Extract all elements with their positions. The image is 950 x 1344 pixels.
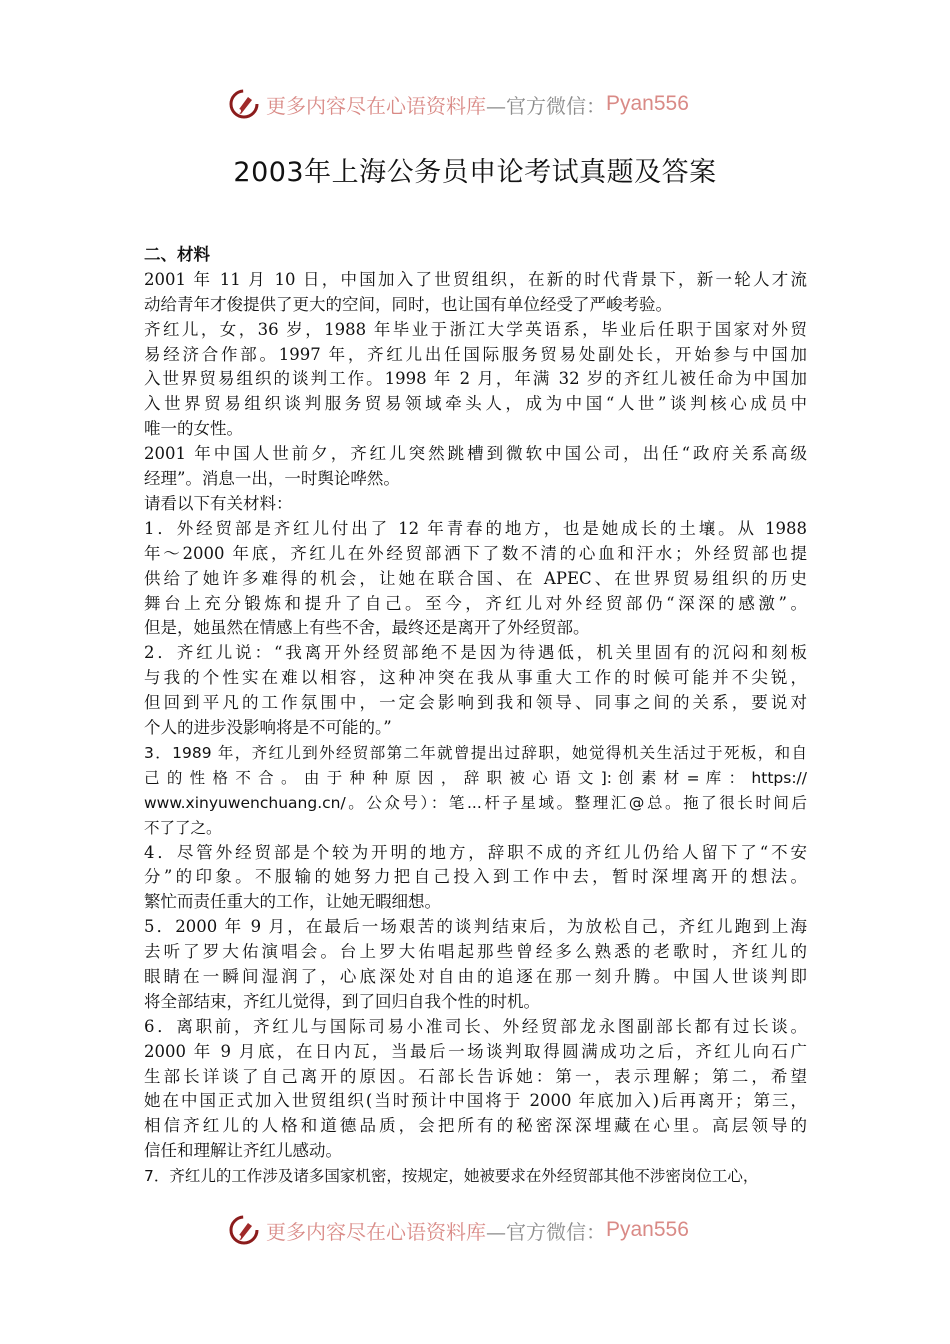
paragraph [144, 492, 807, 517]
document-title: 2003年上海公务员申论考试真题及答案 [233, 157, 717, 188]
paragraph [144, 1015, 807, 1164]
text-line: 生部长详谈了自己离开的原因。石部长告诉她：第一，表示理解；第二，希望 [144, 1066, 807, 1086]
paragraph [144, 268, 807, 318]
text-line: 3．1989 年，齐红儿到外经贸部第二年就曾提出过辞职，她觉得机关生活过于死板，和自 [144, 743, 807, 762]
watermark-text: 更多内容尽在心语资料库 [266, 1219, 486, 1244]
pen-nib-logo-icon [228, 88, 260, 120]
text-line: 但回到平凡的工作氛围中，一定会影响到我和领导、同事之间的关系，要说对 [144, 693, 807, 713]
text-line: www.xinyuwenchuang.cn/。公众号）：笔...杆子星域。整理汇@总。拖了很长时间后 [144, 793, 807, 812]
text-line: 7．齐红儿的工作涉及诸多国家机密，按规定，她被要求在外经贸部其他不涉密岗位工心， [144, 1167, 759, 1186]
paragraph [144, 841, 807, 916]
text-line: 供给了她许多难得的机会，让她在联合国、在 APEC、在世界贸易组织的历史 [144, 568, 807, 588]
text-line: 4．尽管外经贸部是个较为开明的地方，辞职不成的齐红儿仍给人留下了“不安 [144, 842, 807, 862]
section-heading: 二、材料 [144, 245, 210, 264]
text-line: 与我的个性实在难以相容，这种冲突在我从事重大工作的时候可能并不尖锐， [144, 668, 807, 688]
text-line: 但是，她虽然在情感上有些不舍，最终还是离开了外经贸部。 [144, 618, 590, 638]
document-body [144, 243, 807, 1189]
text-line: 唯一的女性。 [144, 419, 243, 439]
text-line: 眼睛在一瞬间湿润了，心底深处对自由的追逐在那一刻升腾。中国人世谈判即 [144, 966, 807, 986]
text-line: 请看以下有关材料： [144, 493, 293, 513]
watermark-wechat-label: —官方微信： [486, 1219, 606, 1244]
text-line: 2．齐红儿说：“我离开外经贸部绝不是因为待遇低，机关里固有的沉闷和刻板 [144, 643, 807, 663]
text-line: 分”的印象。不服输的她努力把自己投入到工作中去，暂时深埋离开的想法。 [144, 867, 807, 887]
text-line: 6．离职前，齐红儿与国际司易小准司长、外经贸部龙永图副部长都有过长谈。 [144, 1016, 807, 1036]
text-line: 2001 年 11 月 10 日，中国加入了世贸组织，在新的时代背景下，新一轮人才流 [144, 269, 807, 289]
text-line: 信任和理解让齐红儿感动。 [144, 1141, 342, 1161]
paragraph [144, 517, 807, 641]
text-line: 去听了罗大佑演唱会。台上罗大佑唱起那些曾经多么熟悉的老歌时，齐红儿的 [144, 942, 807, 962]
paragraph [144, 442, 807, 492]
text-line: 个人的进步没影响将是不可能的。” [144, 718, 392, 738]
text-line: 舞台上充分锻炼和提升了自己。至今，齐红儿对外经贸部仍“深深的感激”。 [144, 593, 807, 613]
text-line: 1．外经贸部是齐红儿付出了 12 年青春的地方，也是她成长的土壤。从 1988 [144, 518, 807, 538]
watermark-text: 更多内容尽在心语资料库 [266, 93, 486, 118]
text-line: 齐红儿，女，36 岁，1988 年毕业于浙江大学英语系，毕业后任职于国家对外贸 [144, 319, 807, 339]
text-line: 将全部结束，齐红儿觉得，到了回归自我个性的时机。 [144, 991, 540, 1011]
header-watermark [228, 86, 689, 122]
watermark-wechat-id: Pyan556 [606, 92, 689, 115]
text-line: 繁忙而责任重大的工作，让她无暇细想。 [144, 892, 441, 912]
watermark-wechat-label: —官方微信： [486, 93, 606, 118]
text-line: 年～2000 年底，齐红儿在外经贸部洒下了数不清的心血和汗水；外经贸部也提 [144, 543, 807, 563]
text-line: 2000 年 9 月底，在日内瓦，当最后一场谈判取得圆满成功之后，齐红儿向石广 [144, 1041, 807, 1061]
text-line: 不了了之。 [144, 818, 222, 837]
paragraph [144, 318, 807, 442]
watermark-wechat-id: Pyan556 [606, 1218, 689, 1241]
text-line: 她在中国正式加入世贸组织(当时预计中国将于 2000 年底加入)后再离开；第三， [144, 1091, 807, 1111]
paragraph [144, 1164, 807, 1189]
text-line: 相信齐红儿的人格和道德品质，会把所有的秘密深深埋藏在心里。高层领导的 [144, 1116, 807, 1136]
paragraph [144, 641, 807, 741]
paragraph [144, 915, 807, 1015]
pen-nib-logo-icon [228, 1214, 260, 1246]
text-line: 经理”。消息一出，一时舆论哗然。 [144, 469, 400, 489]
text-line: 己 的 性 格 不 合 。 由 于 种 种 原 因 ， 辞 职 被 心 语 文 ]: 创 素 材 = 库 ： https:// [144, 768, 807, 787]
text-line: 2001 年中国人世前夕，齐红儿突然跳槽到微软中国公司，出任“政府关系高级 [144, 444, 807, 464]
text-line: 入世界贸易组织的谈判工作。1998 年 2 月，年满 32 岁的齐红儿被任命为中国加 [144, 369, 807, 389]
text-line: 动给青年才俊提供了更大的空间，同时，也让国有单位经受了严峻考验。 [144, 294, 672, 314]
paragraph [144, 741, 807, 841]
text-line: 易经济合作部。1997 年，齐红儿出任国际服务贸易处副处长，开始参与中国加 [144, 344, 807, 364]
text-line: 5．2000 年 9 月，在最后一场艰苦的谈判结束后，为放松自己，齐红儿跑到上海 [144, 917, 807, 937]
text-line: 入世界贸易组织谈判服务贸易领域牵头人，成为中国“人世”谈判核心成员中 [144, 394, 807, 414]
footer-watermark [228, 1212, 689, 1248]
